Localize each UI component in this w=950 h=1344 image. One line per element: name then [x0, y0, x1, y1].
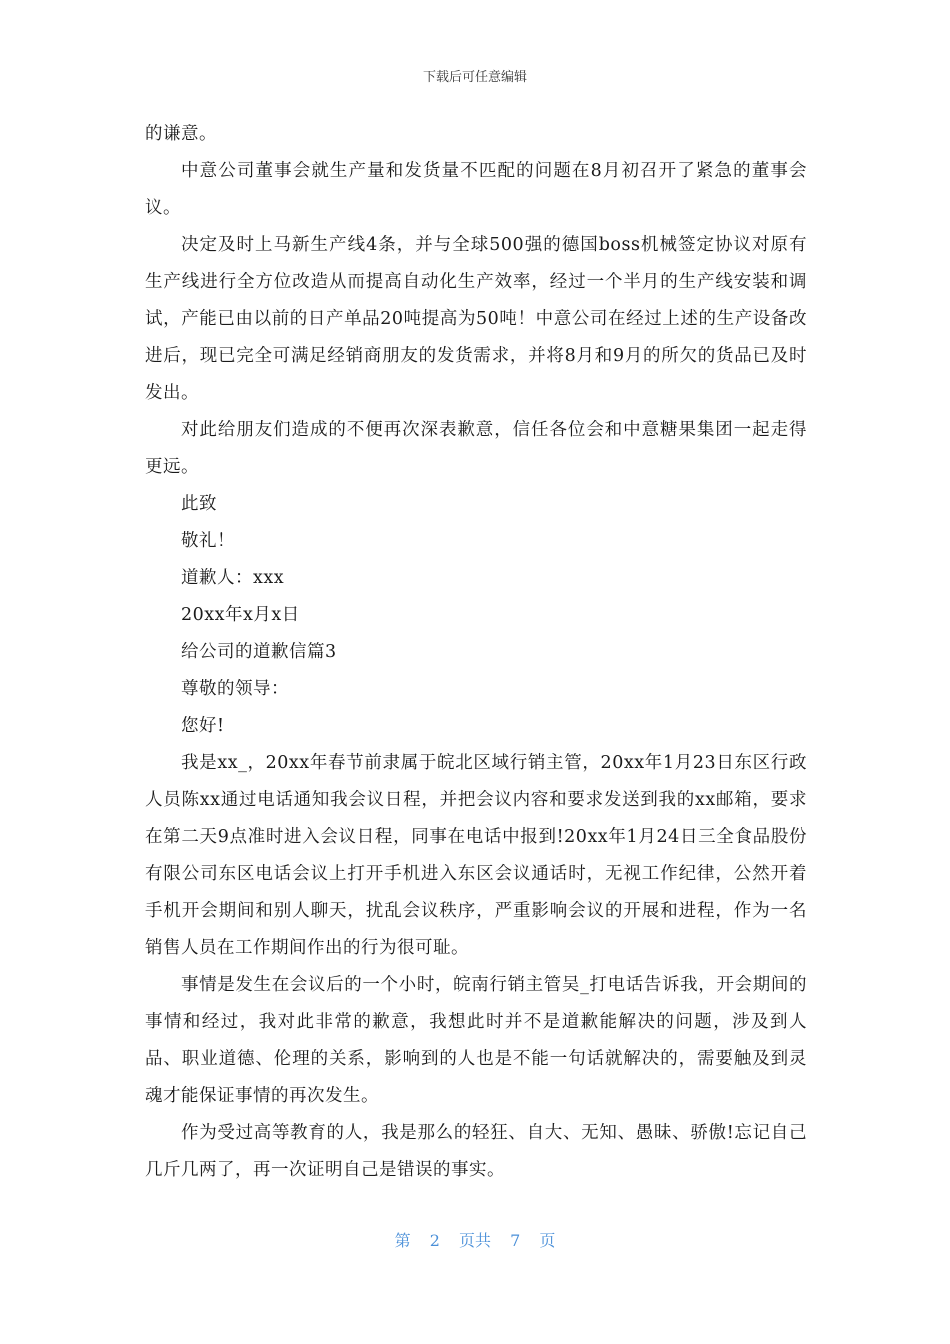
document-body	[145, 116, 807, 1189]
signature-line: 道歉人：xxx	[181, 568, 285, 588]
date-line: 20xx年x月x日	[181, 605, 300, 625]
section-title: 给公司的道歉信篇3	[181, 642, 337, 662]
paragraph: 我是xx_，20xx年春节前隶属于皖北区域行销主管，20xx年1月23日东区行政人员陈xx通过电话通知我会议日程，并把会议内容和要求发送到我的xx邮箱，要求在第二天9点准时进入会议日程，同事在电话中报到!20xx年1月24日三全食品股份有限公司东区电话会议上打开手机进入东区会议通话时，无视工作纪律，公然开着手机开会期间和别人聊天，扰乱会议秩序，严重影响会议的开展和进程，作为一名销售人员在工作期间作出的行为很可耻。	[145, 753, 807, 958]
footer-prefix: 第	[394, 1231, 411, 1250]
footer-total-pages: 7	[510, 1231, 521, 1250]
greeting: 您好!	[181, 716, 225, 736]
footer-middle: 页共	[458, 1231, 491, 1250]
page-header: 下载后可任意编辑	[422, 70, 527, 85]
paragraph: 决定及时上马新生产线4条，并与全球500强的德国boss机械签定协议对原有生产线进行全方位改造从而提高自动化生产效率，经过一个半月的生产线安装和调试，产能已由以前的日产单品20吨提高为50吨！中意公司在经过上述的生产设备改进后，现已完全可满足经销商朋友的发货需求，并将8月和9月的所欠的货品已及时发出。	[145, 235, 807, 403]
paragraph: 事情是发生在会议后的一个小时，皖南行销主管吴_打电话告诉我，开会期间的事情和经过，我对此非常的歉意，我想此时并不是道歉能解决的问题，涉及到人品、职业道德、伦理的关系，影响到的人也是不能一句话就解决的，需要触及到灵魂才能保证事情的再次发生。	[145, 975, 807, 1106]
salutation: 尊敬的领导：	[181, 679, 289, 699]
paragraph: 的谦意。	[145, 124, 217, 144]
footer-suffix: 页	[539, 1231, 556, 1250]
closing-regards: 敬礼！	[181, 531, 235, 551]
footer-current-page: 2	[429, 1231, 440, 1250]
paragraph: 对此给朋友们造成的不便再次深表歉意，信任各位会和中意糖果集团一起走得更远。	[145, 420, 807, 477]
paragraph: 中意公司董事会就生产量和发货量不匹配的问题在8月初召开了紧急的董事会议。	[145, 161, 807, 218]
page-footer	[0, 1228, 950, 1251]
paragraph: 作为受过高等教育的人，我是那么的轻狂、自大、无知、愚昧、骄傲!忘记自己几斤几两了，再一次证明自己是错误的事实。	[145, 1123, 807, 1180]
closing-salutation: 此致	[181, 494, 217, 514]
